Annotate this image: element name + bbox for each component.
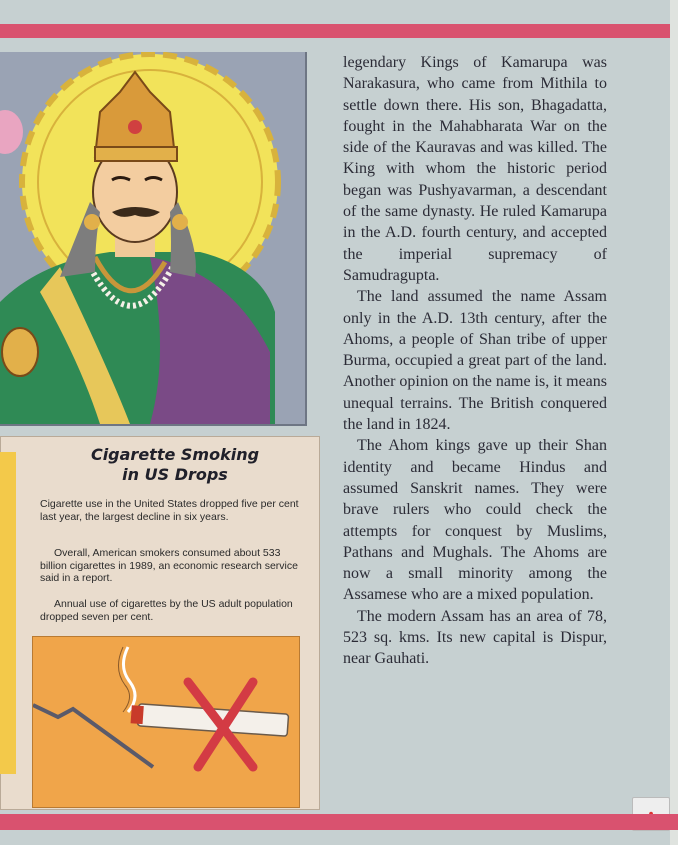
cigarette-para-2: Overall, American smokers consumed about 533 billion cigarettes in 1989, an economic research service said in a report. (40, 547, 298, 584)
cigarette-para-3: Annual use of cigarettes by the US adult population dropped seven per cent. (40, 598, 293, 623)
yellow-strip (0, 452, 16, 774)
article-para-4: The modern Assam has an area of 78, 523 sq. kms. Its new capital is Dispur, near Gauhati. (343, 607, 607, 668)
article-para-2: The land assumed the name Assam only in the A.D. 13th century, after the Ahoms, a people of Shan tribe of upper Burma, occupied a great part of the land. Another opinion on the name is, it means unequal terrains. The British conquered the land in 1824. (343, 288, 607, 434)
cigarette-para-1: Cigarette use in the United States dropped five per cent last year, the largest decline in six years. (40, 498, 299, 523)
top-stripe (0, 24, 678, 38)
article-para-1: legendary Kings of Kamarupa was Narakasura, who came from Mithila to settle down there. His son, Bhagadatta, fought in the Mahabharata War on the side of the Kauravas and was killed. The King with whom the historic period began was Pushyavarman, a descendant of the same dynasty. He ruled Kamarupa in the A.D. fourth century, and accepted the imperial supremacy of Samudragupta. (343, 54, 607, 284)
article-para-3: The Ahom kings gave up their Shan identity and became Hindus and assumed Sanskrit names. They were brave rulers who could check the attempts for conquest by Muslims, Pathans and Mughals. The Ahoms are now a small minority among the Assamese who are a mixed population. (343, 437, 607, 604)
crossed-cigarette-image (33, 637, 299, 807)
king-portrait-image (0, 52, 305, 424)
cigarette-box-title (40, 445, 310, 485)
bottom-stripe (0, 814, 678, 830)
article-column (343, 52, 607, 670)
cigarette-title-line2: in US Drops (122, 465, 228, 484)
page-edge (670, 0, 678, 845)
cigarette-title-line1: Cigarette Smoking (90, 445, 260, 464)
king-illustration (0, 52, 307, 426)
cigarette-illustration (32, 636, 300, 808)
